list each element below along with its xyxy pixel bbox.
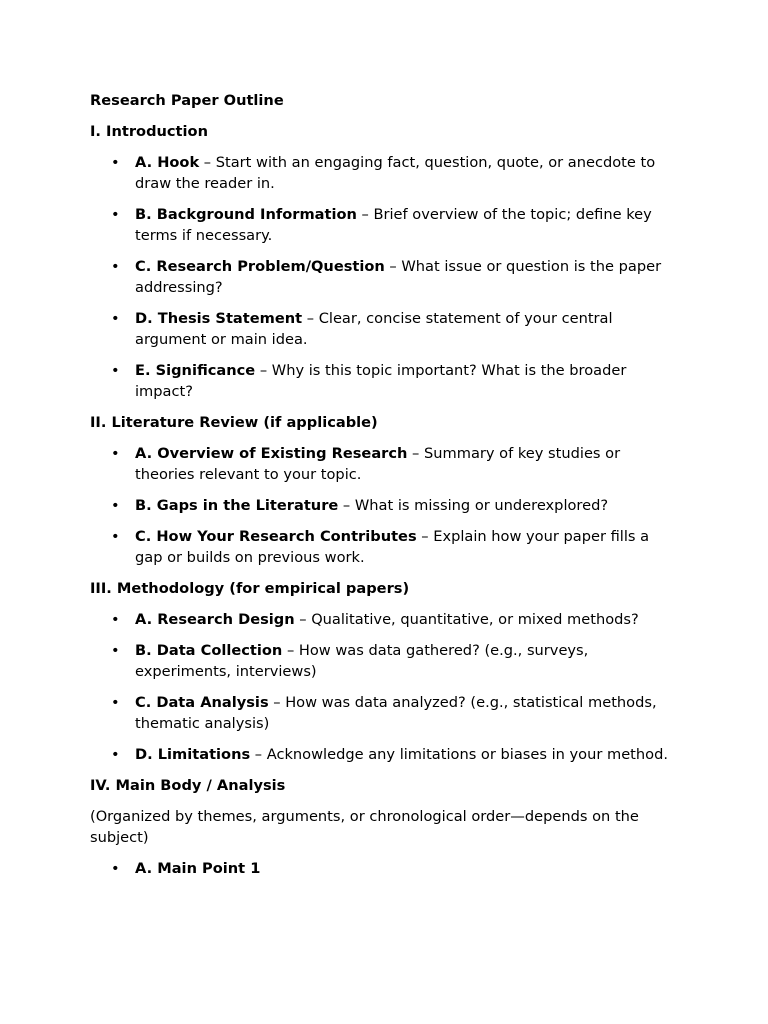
item-term: A. Hook [135, 154, 200, 171]
list-item [90, 526, 678, 568]
bullet: • [111, 154, 120, 171]
bullet: • [111, 258, 120, 275]
item-term: B. Background Information [135, 206, 357, 223]
bullet: • [111, 860, 120, 877]
bullet: • [111, 642, 120, 659]
item-description: – Summary of key studies or theories relevant to your topic. [135, 445, 621, 483]
item-term: D. Limitations [135, 746, 251, 763]
item-description: – Start with an engaging fact, question, quote, or anecdote to draw the reader in. [135, 154, 656, 192]
bullet: • [111, 362, 120, 379]
bullet: • [111, 528, 120, 545]
list-item [90, 495, 678, 516]
item-description: – How was data gathered? (e.g., surveys, experiments, interviews) [135, 642, 589, 680]
list-item [90, 152, 678, 194]
item-description: – Explain how your paper fills a gap or builds on previous work. [135, 528, 650, 566]
item-term: E. Significance [135, 362, 256, 379]
item-term: A. Overview of Existing Research [135, 445, 408, 462]
item-description: – Qualitative, quantitative, or mixed methods? [294, 611, 639, 628]
section-heading-methodology: III. Methodology (for empirical papers) [90, 580, 410, 597]
section-list-literature-review [90, 443, 678, 568]
item-description: – What is missing or underexplored? [338, 497, 609, 514]
list-item [90, 858, 678, 879]
item-term: C. How Your Research Contributes [135, 528, 417, 545]
list-item [90, 360, 678, 402]
item-term: B. Data Collection [135, 642, 283, 659]
item-description: – Clear, concise statement of your central argument or main idea. [135, 310, 613, 348]
bullet: • [111, 310, 120, 327]
bullet: • [111, 497, 120, 514]
list-item [90, 640, 678, 682]
item-term: C. Data Analysis [135, 694, 269, 711]
item-term: C. Research Problem/Question [135, 258, 385, 275]
bullet: • [111, 206, 120, 223]
item-term: A. Research Design [135, 611, 295, 628]
document-title: Research Paper Outline [90, 92, 284, 109]
list-item [90, 692, 678, 734]
bullet: • [111, 611, 120, 628]
bullet: • [111, 694, 120, 711]
section-list-main-body [90, 858, 678, 879]
section-paragraph: (Organized by themes, arguments, or chronological order—depends on the subject) [90, 808, 639, 846]
item-term: B. Gaps in the Literature [135, 497, 339, 514]
list-item [90, 443, 678, 485]
list-item [90, 204, 678, 246]
item-term: D. Thesis Statement [135, 310, 303, 327]
list-item [90, 308, 678, 350]
item-description: – Why is this topic important? What is the broader impact? [135, 362, 627, 400]
section-heading-introduction: I. Introduction [90, 123, 208, 140]
bullet: • [111, 746, 120, 763]
item-description: – What issue or question is the paper addressing? [135, 258, 662, 296]
section-heading-main-body: IV. Main Body / Analysis [90, 777, 286, 794]
list-item [90, 256, 678, 298]
item-description: – Brief overview of the topic; define key terms if necessary. [135, 206, 652, 244]
item-term: A. Main Point 1 [135, 860, 261, 877]
bullet: • [111, 445, 120, 462]
section-heading-literature-review: II. Literature Review (if applicable) [90, 414, 378, 431]
item-description: – How was data analyzed? (e.g., statistical methods, thematic analysis) [135, 694, 657, 732]
list-item [90, 744, 678, 765]
section-list-introduction [90, 152, 678, 402]
list-item [90, 609, 678, 630]
item-description: – Acknowledge any limitations or biases in your method. [250, 746, 668, 763]
section-list-methodology [90, 609, 678, 765]
